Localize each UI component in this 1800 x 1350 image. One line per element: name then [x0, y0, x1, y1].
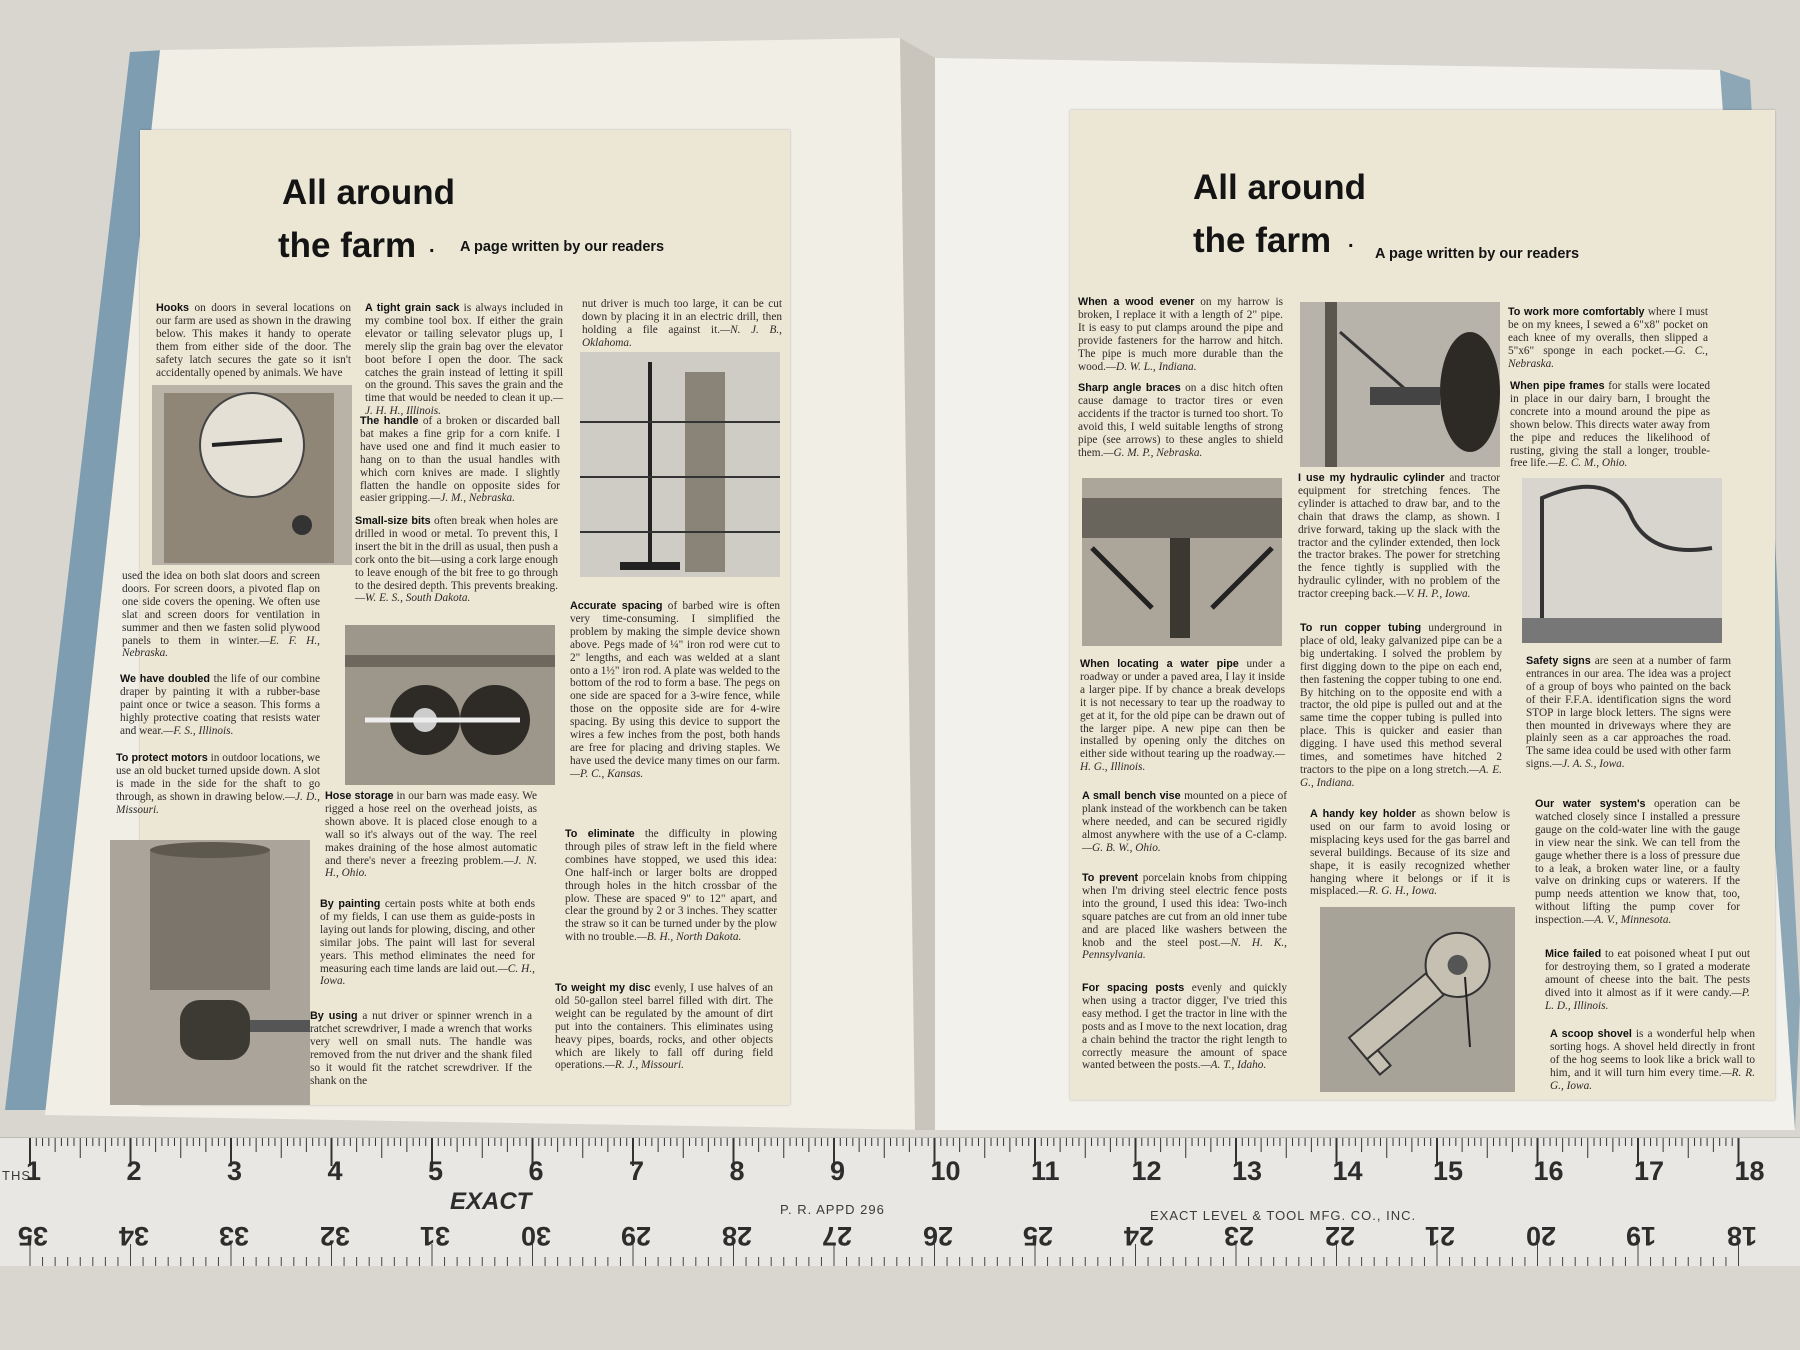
right-item-scoop-shovel: A scoop shovel is a wonderful help when sorting hogs. A shovel held directly in front of the hog seems to look like a brick wall to him, and it will turn him every time.—R. R. G., Iowa.	[1550, 1028, 1756, 1092]
ruler-brand: EXACT	[450, 1188, 532, 1215]
ruler-number: 7	[629, 1156, 645, 1186]
ruler-number-inverted: 35	[18, 1221, 49, 1251]
ruler-number-inverted: 23	[1224, 1221, 1255, 1251]
ruler-number: 5	[428, 1156, 444, 1186]
right-item-mice: Mice failed to eat poisoned wheat I put out for destroying them, so I grated a moderate amount of cheese into the bait. The pests dived into it almost as if it were candy.—P. L. D., Illinois.	[1545, 948, 1751, 1012]
ruler-patent: P. R. APPD 296	[780, 1202, 885, 1217]
motor-bucket-drawing	[110, 840, 310, 1105]
left-item-ball-bat-handle: The handle of a broken or discarded ball bat makes a fine grip for a corn knife. I have used one and find it much easier to hang on to than the usual handles with which corn knives are made. I slightly flatten the handle on opposite sides for easier gripping.—J. M., Nebraska.	[360, 415, 560, 505]
ruler-number: 4	[327, 1156, 343, 1186]
ruler-number-inverted: 20	[1525, 1221, 1556, 1251]
ruler-maker: EXACT LEVEL & TOOL MFG. CO., INC.	[1150, 1208, 1417, 1223]
hose-reel-drawing	[345, 625, 555, 785]
right-item-safety-signs: Safety signs are seen at a number of farm entrances in our area. The idea was a project of a group of boys who painted on the back of their F.F.A. identification signs the word STOP in large block letters. The signs were then mounted in driveways where they are plainly seen as a car approaches the road. The same idea could be used with other farm signs.—J. A. S., Iowa.	[1526, 655, 1732, 771]
ruler-number-inverted: 28	[721, 1221, 752, 1251]
measuring-ruler	[0, 1137, 1800, 1266]
key-holder-drawing	[1320, 907, 1515, 1092]
ruler-number: 13	[1232, 1156, 1263, 1186]
ruler-number-inverted: 29	[621, 1221, 652, 1251]
left-item-hooks-cont: used the idea on both slat doors and screen doors. For screen doors, a pivoted flap on one side covers the opening. We often use slat and screen doors for ventilation in summer and then we fasten solid plywood panels to them in winter.—E. F. H., Nebraska.	[122, 570, 320, 660]
right-item-porcelain-knobs: To prevent porcelain knobs from chipping when I'm driving steel electric fence posts into the ground, I used this idea: Two-inch square patches are cut from an old inner tube and are placed like washers between the knob and the steel post.—N. H. K., Pennsylvania.	[1082, 872, 1288, 962]
left-item-small-bits: Small-size bits often break when holes are drilled in wood or metal. To prevent this, I insert the bit in the drill as usual, then push a cork onto the bit—using a cork large enough to leave enough of the bit free to go through to the desired depth. This prevents breaking.—W. E. S., South Dakota.	[355, 515, 558, 605]
disc-hitch-braces-drawing	[1082, 478, 1282, 646]
ruler-number: 10	[930, 1156, 961, 1186]
ruler-number: 2	[126, 1156, 142, 1186]
right-item-angle-braces: Sharp angle braces on a disc hitch often cause damage to tractor tires or even accidents if the tractor is turned too short. To avoid this, I weld suitable lengths of strong pipe (see arrows) to these angles to shield them.—G. M. P., Nebraska.	[1078, 382, 1283, 459]
left-item-nut-driver: By using a nut driver or spinner wrench in a ratchet screwdriver, I made a wrench that works very well on small nuts. The handle was removed from the nut driver and the shank filed so it would fit the ratchet screwdriver. If the shank on the	[310, 1010, 533, 1087]
left-title-line1: All around	[282, 173, 456, 212]
ruler-number-inverted: 34	[118, 1221, 149, 1251]
ruler-number-inverted: 30	[520, 1221, 551, 1251]
right-item-water-pipe: When locating a water pipe under a roadway or under a paved area, I lay it inside a larger pipe. If by chance a break develops it is not necessary to tear up the roadway to get at it, for the old pipe can be drawn out of the larger pipe. A new pipe can then be installed by opening only the ditches on either side without tearing up the roadway.—H. G., Illinois.	[1080, 658, 1285, 774]
right-item-copper-tubing: To run copper tubing underground in place of old, leaky galvanized pipe can be a big undertaking. I solved the problem by first digging down to the pipe on each end, then fastening the copper tubing to one end. By hitching on to the opposite end with a tractor, the old pipe is pulled out and at the same time the copper tubing is pulled into place. This is quicker and easier than digging. I have used this method several times, and sometimes have hitched 2 tractors to the pipe on a long stretch.—A. E. G., Indiana.	[1300, 622, 1502, 789]
left-item-grain-sack: A tight grain sack is always included in my combine tool box. If either the grain elevator or tailing selevator plugs up, I merely slip the grain bag over the elevator boot before I open the door. The sack catches the grain instead of letting it spill on the ground. This saves the grain and the time that would be needed to clean it up.—J. H. H., Illinois.	[365, 302, 563, 418]
left-item-hose-storage: Hose storage in our barn was made easy. We rigged a hose reel on the overhead joists, as shown above. It is placed close enough to a wall so it's always out of the way. The reel makes draining of the hose almost automatic and there's never a freezing problem.—J. N. H., Ohio.	[325, 790, 537, 880]
right-title-line2: the farm	[1193, 221, 1332, 260]
barbed-wire-spacer-drawing	[580, 352, 780, 577]
hydraulic-fence-stretcher-drawing	[1300, 302, 1500, 467]
ruler-left-text: THS	[2, 1168, 31, 1183]
ruler-number-inverted: 18	[1726, 1221, 1757, 1251]
ruler-number: 18	[1734, 1156, 1765, 1186]
left-item-painting-posts: By painting certain posts white at both ends of my fields, I can use them as guide-posts in laying out lands for plowing, discing, and other similar jobs. The paint will last for several years. This method eliminates the need for measuring each time lands are laid out.—C. H., Iowa.	[320, 898, 535, 988]
ruler-number-inverted: 26	[922, 1221, 953, 1251]
ruler-number: 11	[1031, 1156, 1060, 1186]
left-item-protect-motors: To protect motors in outdoor locations, we use an old bucket turned upside down. A slot is made in the side for the shaft to go through, as shown in drawing below.—J. D., Missouri.	[116, 752, 320, 816]
left-item-accurate-spacing: Accurate spacing of barbed wire is often very time-consuming. I simplified the problem by making the simple device shown above. Pegs made of ¼" iron rod were cut to 2" lengths, and each was welded at a slant onto a 1½" iron rod. A plate was welded to the bottom of the rod to form a base. The pegs on one side are spaced for a 3-wire fence, while those on the opposite side are for 4-wire spacing. By using this device to support the wires a few inches from the post, both hands are free for placing and driving staples. We have used the device many times on our farm.—P. C., Kansas.	[570, 600, 780, 780]
right-title-dot: .	[1348, 230, 1354, 252]
ruler-number: 6	[528, 1156, 544, 1186]
right-item-hydraulic-cylinder: I use my hydraulic cylinder and tractor equipment for stretching fences. The cylinder is attached to draw bar, and to the chain that draws the clamp, as shown. I drive forward, taking up the slack with the tractor and the cylinder extended, then lock the tractor brakes. The power for stretching the fence tightly is supplied with the hydraulic cylinder, with no problem of the tractor creeping back.—V. H. P., Iowa.	[1298, 472, 1500, 601]
ruler-number: 17	[1634, 1156, 1665, 1186]
left-item-eliminate-straw: To eliminate the difficulty in plowing through piles of straw left in the field where combines have stopped, we used this idea: One half-inch or larger bolts are dropped through holes in the hitch crossbar of the plow. These are spaced 9" to 12" apart, and clear the ground by 2 or 3 inches. They scatter the straw so it can be turned under by the plow with no trouble.—B. H., North Dakota.	[565, 828, 777, 944]
right-item-wood-evener: When a wood evener on my harrow is broken, I replace it with a length of 2" pipe. It is easy to put clamps around the pipe and provide fasteners for the harrow and hitch. The pipe is much more durable than the wood.—D. W. L., Indiana.	[1078, 296, 1284, 373]
left-item-nut-driver-cont: nut driver is much too large, it can be cut down by placing it in an electric drill, then holding a file against it.—N. J. B., Oklahoma.	[582, 298, 782, 349]
right-item-bench-vise: A small bench vise mounted on a piece of plank instead of the workbench can be taken where needed, and can be secured rigidly almost anywhere with the use of a C-clamp.—G. B. W., Ohio.	[1082, 790, 1287, 854]
ruler-number-inverted: 24	[1123, 1221, 1154, 1251]
ruler-number: 3	[227, 1156, 243, 1186]
left-tagline: A page written by our readers	[460, 239, 665, 255]
right-item-water-system: Our water system's operation can be watched closely since I installed a pressure gauge on the cold-water line with the gauge in view near the sink. We can tell from the gauge whether there is a loss of pressure due to a leak, a broken water line, or a faulty valve on drinking cups or waterers. If the pump needs attention we know that, too, without lifting the pump cover for inspection.—A. V., Minnesota.	[1535, 798, 1741, 927]
ruler-number-inverted: 31	[420, 1221, 451, 1251]
left-item-weight-disc: To weight my disc evenly, I use halves of an old 50-gallon steel barrel filled with dirt. The weight can be regulated by the amount of dirt put into the containers. This eliminates using heavy pipes, boards, rocks, and other objects which are likely to fall off during field operations.—R. J., Missouri.	[555, 982, 773, 1072]
left-title-dot: .	[429, 235, 435, 257]
stall-pipe-frame-drawing	[1522, 478, 1722, 643]
ruler-number-inverted: 32	[319, 1221, 350, 1251]
ruler-number: 14	[1332, 1156, 1363, 1186]
right-item-key-holder: A handy key holder as shown below is used on our farm to avoid losing or misplacing keys used for the gas barrel and several buildings. Because of its size and shape, it is easily recognized whether hanging where it belongs or if it is misplaced.—R. G. H., Iowa.	[1310, 808, 1510, 898]
ruler-number: 16	[1533, 1156, 1564, 1186]
ruler-number: 12	[1131, 1156, 1162, 1186]
right-item-spacing-posts: For spacing posts evenly and quickly when using a tractor digger, I've tried this easy method. I get the tractor in line with the posts and as I move to the next location, drag a chain behind the tractor the right length to correctly measure the amount of space wanted between the posts.—A. T., Idaho.	[1082, 982, 1287, 1072]
left-article-clipping	[116, 130, 790, 1105]
right-tagline: A page written by our readers	[1375, 246, 1580, 262]
ruler-number-inverted: 22	[1324, 1221, 1355, 1251]
ruler-number-inverted: 19	[1626, 1221, 1657, 1251]
right-article-clipping	[1070, 110, 1775, 1100]
ruler-number: 9	[830, 1156, 846, 1186]
left-title-line2: the farm	[278, 226, 417, 265]
right-title-line1: All around	[1193, 168, 1367, 207]
ruler-number: 8	[729, 1156, 745, 1186]
left-item-combine-draper: We have doubled the life of our combine draper by painting it with a rubber-base paint once or twice a season. This forms a highly protective coating that resists water and wear.—F. S., Illinois.	[120, 673, 320, 737]
ruler-number-inverted: 27	[822, 1221, 853, 1251]
ruler-number: 1	[26, 1156, 42, 1186]
ruler-number-inverted: 33	[219, 1221, 250, 1251]
ruler-number: 15	[1433, 1156, 1464, 1186]
ruler-number-inverted: 21	[1425, 1221, 1456, 1251]
right-item-work-comfortably: To work more comfortably where I must be on my knees, I sewed a 6"x8" pocket on each knee of my overalls, then slipped a 5"x6" sponge in each pocket.—G. C., Nebraska.	[1508, 306, 1708, 370]
door-hook-drawing	[152, 385, 352, 565]
left-item-hooks: Hooks on doors in several locations on our farm are used as shown in the drawing below. This makes it handy to operate them from either side of the door. The safety latch secures the gate so it isn't accidentally opened by animals. We have	[156, 302, 351, 379]
ruler-number-inverted: 25	[1023, 1221, 1054, 1251]
right-item-pipe-frames: When pipe frames for stalls were located in place in our dairy barn, I brought the concrete into a mound around the pipe as shown below. This directs water away from the pipe and reduces the likelihood of rusting, giving the stall a longer, trouble-free life.—E. C. M., Ohio.	[1510, 380, 1710, 470]
